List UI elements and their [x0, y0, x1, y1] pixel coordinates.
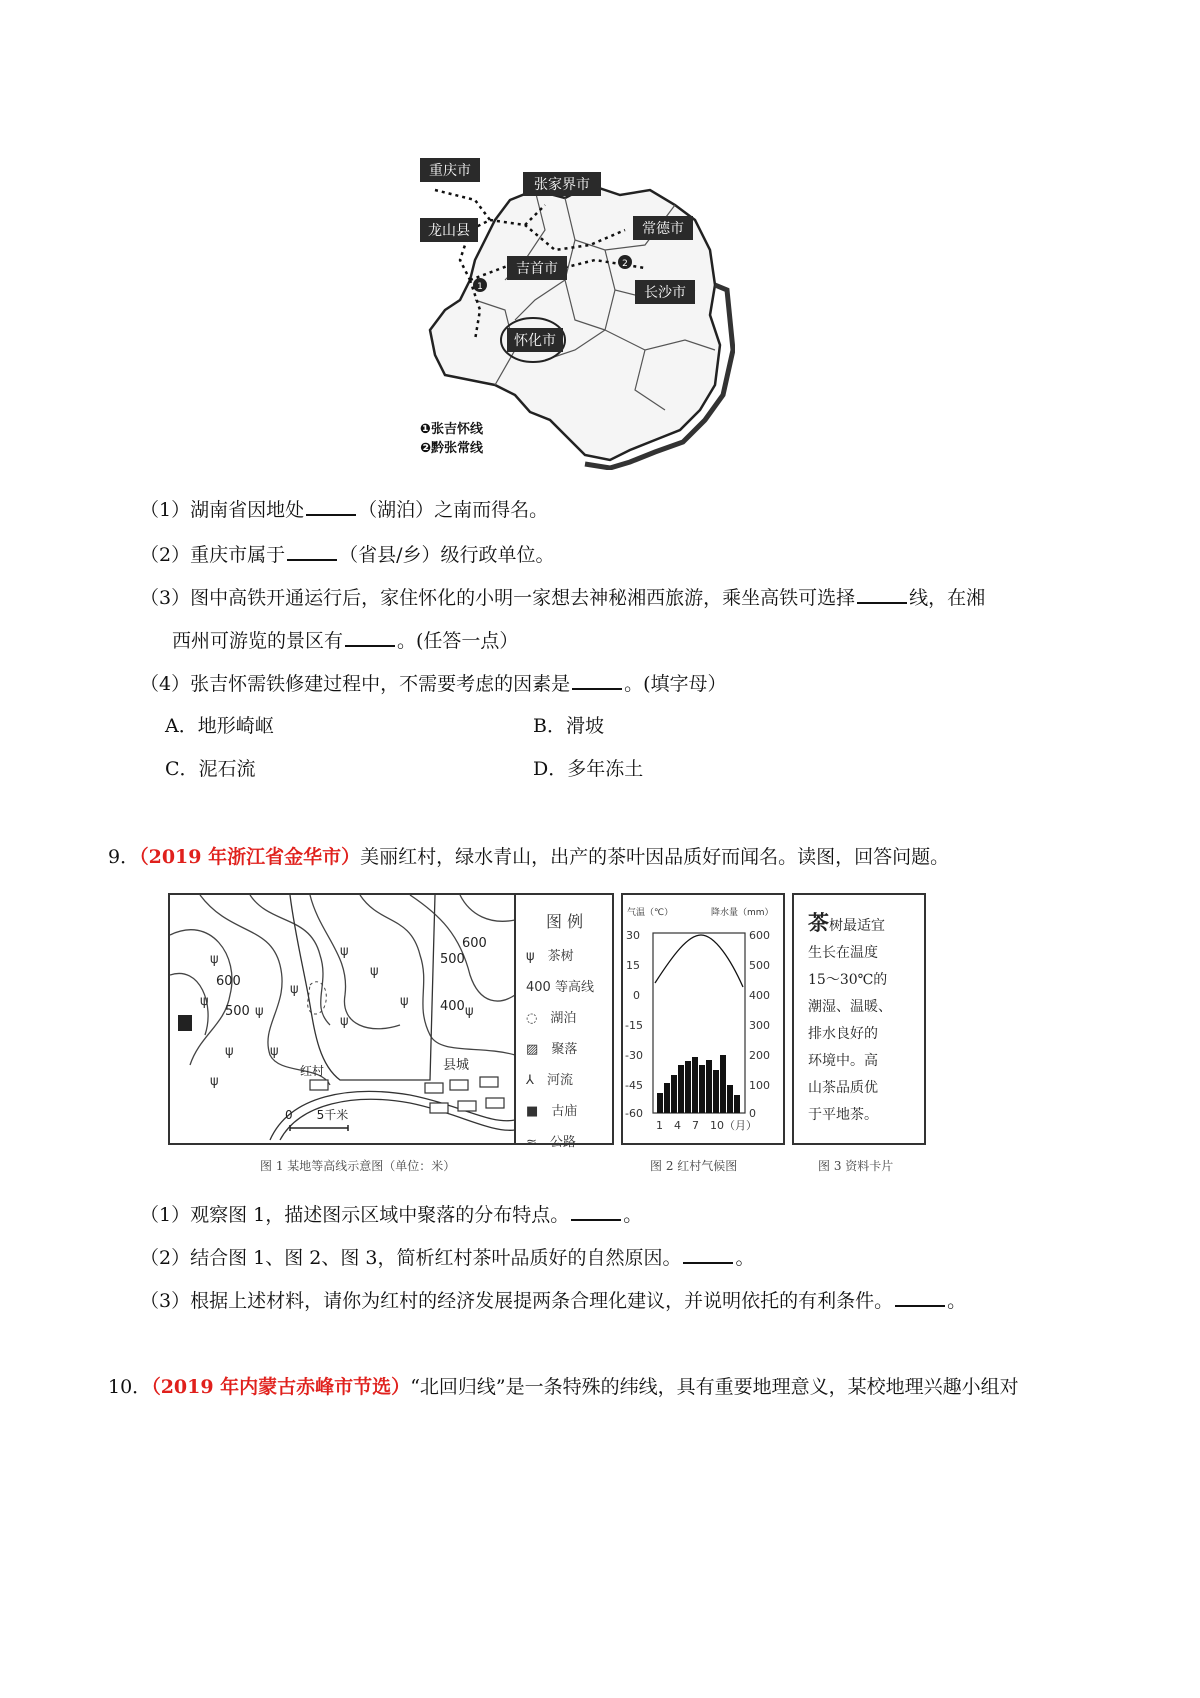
q8-part1: （1）湖南省因地处 （湖泊）之南而得名。: [140, 496, 548, 523]
label-longshan: [420, 218, 478, 242]
answer-blank[interactable]: [571, 1201, 621, 1221]
contour-label: 600: [216, 974, 241, 989]
answer-blank[interactable]: [572, 670, 622, 690]
rain-tick: 500: [749, 959, 770, 972]
temp-tick: -15: [625, 1019, 643, 1032]
rain-bar: [706, 1060, 712, 1113]
svg-text:常德市: 常德市: [642, 221, 684, 237]
svg-text:怀化市: 怀化市: [514, 333, 556, 349]
settlement-icon: ▨: [526, 1042, 539, 1057]
svg-text:龙山县: 龙山县: [428, 223, 470, 239]
answer-blank[interactable]: [895, 1287, 945, 1307]
answer-blank[interactable]: [287, 541, 337, 561]
town-label: 县城: [443, 1058, 470, 1073]
rain-tick: 0: [749, 1107, 756, 1120]
q9-part1: （1）观察图 1，描述图示区域中聚落的分布特点。 。: [140, 1201, 642, 1228]
temp-axis-label: 气温（℃）: [627, 908, 674, 918]
lake-icon: ◌: [526, 1011, 538, 1026]
answer-blank[interactable]: [345, 627, 395, 647]
contour-label: 500: [440, 952, 465, 967]
fig1-contour-map: [168, 893, 518, 1145]
rain-bar: [727, 1085, 733, 1113]
scale-bar: 0 5千米: [285, 1108, 349, 1122]
rain-tick: 100: [749, 1079, 770, 1092]
rain-tick: 200: [749, 1049, 770, 1062]
temp-tick: 30: [626, 929, 640, 942]
tea-tree-icon: ψ: [526, 949, 535, 964]
contour-label: 500: [225, 1004, 250, 1019]
label-changsha: [635, 280, 695, 304]
fig3-caption: 图 3 资料卡片: [818, 1159, 894, 1173]
fig1-legend: 图 例 ψ 茶树 400 等高线 ◌ 湖泊 ▨ 聚落 ⅄ 河流 ■ 古庙 ≈ 公路: [514, 893, 614, 1145]
fig2-caption: 图 2 红村气候图: [650, 1159, 738, 1173]
svg-text:1: 1: [477, 282, 483, 292]
option-c[interactable]: C．泥石流: [165, 758, 256, 780]
rain-bar: [699, 1065, 705, 1113]
fig1-caption: 图 1 某地等高线示意图（单位：米）: [260, 1159, 456, 1173]
svg-text:ψ: ψ: [340, 1014, 349, 1029]
svg-text:ψ: ψ: [400, 994, 409, 1009]
rain-tick: 600: [749, 929, 770, 942]
svg-text:2: 2: [622, 259, 628, 269]
option-a[interactable]: A．地形崎岖: [165, 715, 274, 737]
answer-blank[interactable]: [857, 584, 907, 604]
temp-tick: 0: [633, 989, 640, 1002]
temp-tick: -30: [625, 1049, 643, 1062]
svg-text:ψ: ψ: [255, 1004, 264, 1019]
svg-text:ψ: ψ: [200, 994, 209, 1009]
q9-part2: （2）结合图 1、图 2、图 3，简析红村茶叶品质好的自然原因。 。: [140, 1244, 755, 1271]
legend-line1: ❶张吉怀线: [420, 422, 484, 437]
label-zhangjiajie: [523, 172, 601, 196]
q10-stem: 10．（2019 年内蒙古赤峰市节选）“北回归线”是一条特殊的纬线，具有重要地理意义，某校地理兴趣小组对: [108, 1376, 1019, 1398]
rain-bar: [678, 1065, 684, 1113]
rain-bar: [685, 1061, 691, 1113]
rain-bar: [692, 1057, 698, 1113]
contour-label: 600: [462, 936, 487, 951]
svg-text:长沙市: 长沙市: [644, 285, 686, 301]
rain-bar: [720, 1055, 726, 1113]
label-chongqing: [420, 158, 480, 182]
q9-stem: 9．（2019 年浙江省金华市）美丽红村，绿水青山，出产的茶叶因品质好而闻名。读图，回答问题。: [108, 846, 950, 868]
svg-text:ψ: ψ: [290, 982, 299, 997]
rain-bar: [657, 1093, 663, 1113]
q10-source: （2019 年内蒙古赤峰市节选）: [151, 1376, 411, 1398]
contour-icon: 400: [526, 980, 551, 995]
svg-text:ψ: ψ: [210, 952, 219, 967]
label-huaihua: [507, 328, 563, 352]
contour-label: 400: [440, 999, 465, 1014]
fig2-climate-chart: [621, 893, 785, 1145]
rain-axis-label: 降水量（mm）: [711, 908, 774, 918]
svg-text:张家界市: 张家界市: [534, 177, 590, 193]
svg-text:ψ: ψ: [210, 1074, 219, 1089]
rain-bar: [713, 1070, 719, 1113]
rain-bar: [671, 1075, 677, 1113]
svg-text:ψ: ψ: [370, 964, 379, 979]
svg-text:ψ: ψ: [465, 1004, 474, 1019]
svg-text:ψ: ψ: [270, 1044, 279, 1059]
answer-blank[interactable]: [683, 1244, 733, 1264]
q8-part3: （3）图中高铁开通运行后，家住怀化的小明一家想去神秘湘西旅游，乘坐高铁可选择 线，在湘: [140, 584, 985, 611]
temp-tick: -45: [625, 1079, 643, 1092]
hunan-rail-map: [415, 150, 735, 470]
road-icon: ≈: [526, 1135, 537, 1150]
temp-tick: -60: [625, 1107, 643, 1120]
svg-text:重庆市: 重庆市: [429, 163, 471, 179]
month-ticks: 1 4 7 10（月）: [656, 1119, 757, 1132]
option-d[interactable]: D．多年冻土: [533, 758, 644, 780]
temp-tick: 15: [626, 959, 640, 972]
river-icon: ⅄: [526, 1073, 534, 1088]
village-label: 红村: [300, 1064, 325, 1078]
rain-bar: [734, 1095, 740, 1113]
rain-tick: 400: [749, 989, 770, 1002]
label-jishou: [507, 256, 567, 280]
q9-part3: （3）根据上述材料，请你为红村的经济发展提两条合理化建议，并说明依托的有利条件。 。: [140, 1287, 966, 1314]
q9-source: （2019 年浙江省金华市）: [139, 846, 361, 868]
temple-icon: ■: [526, 1104, 539, 1119]
rain-tick: 300: [749, 1019, 770, 1032]
q8-part4: （4）张吉怀需铁修建过程中，不需要考虑的因素是 。(填字母）: [140, 670, 727, 697]
q8-part2: （2）重庆市属于 （省县/乡）级行政单位。: [140, 541, 555, 568]
svg-text:ψ: ψ: [225, 1044, 234, 1059]
legend-title: 图 例: [546, 912, 584, 931]
answer-blank[interactable]: [306, 496, 356, 516]
rain-bar: [664, 1083, 670, 1113]
label-changde: [633, 216, 693, 240]
q8-part3-cont: 西州可游览的景区有 。(任答一点）: [172, 627, 518, 654]
card-big-char: 茶: [808, 910, 829, 935]
svg-text:ψ: ψ: [340, 944, 349, 959]
svg-text:吉首市: 吉首市: [516, 261, 558, 277]
legend-line2: ❷黔张常线: [420, 441, 484, 456]
temp-curve: [655, 935, 743, 987]
option-b[interactable]: B．滑坡: [533, 715, 604, 737]
fig3-info-card: 茶树最适宜 生长在温度 15～30℃的 潮湿、温暖、 排水良好的 环境中。高 山茶品质优 于平地茶。: [792, 893, 926, 1145]
